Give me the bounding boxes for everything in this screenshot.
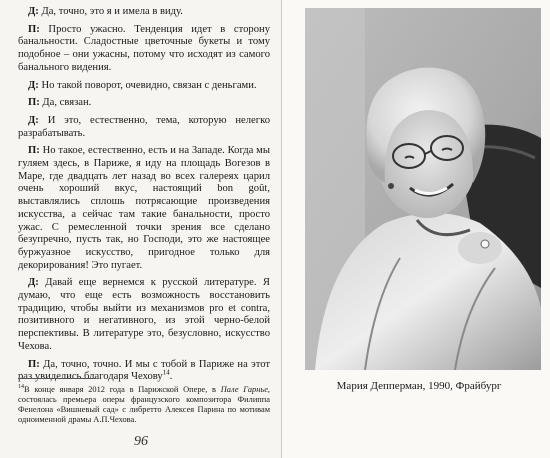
paragraph [18,97,270,110]
paragraph-text: И это, естественно, тема, которую нелегко разрабатывать. [18,114,270,139]
photo-caption: Мария Депперман, 1990, Фрайбург [336,380,502,392]
paragraph [18,6,270,19]
speaker-label: П: [28,23,40,35]
paragraph-text: Да, связан. [39,97,92,109]
paragraph-text: Да, точно, точно. И мы с тобой в Париже на этот раз увиделись благодаря Чехову [18,358,270,383]
speaker-label: П: [28,358,40,370]
footnote-text-a: В конце января 2012 года в Парижской Опере, в [24,384,221,394]
speaker-label: П: [28,145,40,157]
paragraph [18,277,270,353]
paragraph-text: Да, точно, это я и имела в виду. [38,6,183,17]
footnote-marker: 14 [162,368,170,377]
speaker-label: Д: [28,6,39,17]
paragraph-text: Давай еще вернемся к русской литературе. Я думаю, что еще есть возможность восстановить традицию, чтобы выйти из механизмов pro et contra, позитивного и негативного, из этой черно-белой перспективы. В литературе это, безусловно, искусство Чехова. [18,277,270,352]
paragraph [18,359,270,384]
footnote-text-italic: Пале Гарнье [220,384,268,394]
paragraph-tail: . [169,371,173,383]
speaker-label: Д: [28,114,39,126]
speaker-label: Д: [28,79,39,91]
footnote-divider [18,378,96,379]
speaker-label: Д: [28,277,39,289]
footnote [18,382,270,426]
portrait-illustration [305,8,541,370]
interview-text [18,6,270,389]
paragraph [18,24,270,75]
paragraph [18,145,270,272]
speaker-label: П: [28,97,40,109]
paragraph [18,115,270,140]
portrait-photo [305,8,541,370]
paragraph-text: Но такое, естественно, есть и на Западе. Когда мы гуляем здесь, в Париже, я иду на площадь Вогезов в Маре, где двадцать лет назад во всех галереях царил очень хороший вкус, настоящий bon goût, выставлялись сплошь потрясающие произведения искусства, а сейчас там такие банальности, просто ужас. С ремесленной точки зрения все сделано безупречно, пусть так, но Господи, это же настоящее буржуазное искусство, пригодное только для декорирования! Это пугает. [18,145,270,271]
footnote-text-b: , состоялась премьера оперы французского композитора Филиппа Фенелона «Вишневый сад» с либретто Алексея Парина по мотивам одноименной драмы А.П.Чехова. [18,384,270,425]
page-number: 96 [134,434,148,449]
paragraph-text: Просто ужасно. Тенденция идет в сторону банальности. Сладостные цветочные букеты и тому подобное – они ужасны, потому что исходят из самого банального видения. [18,23,270,73]
paragraph [18,80,270,93]
footnote-number: 14 [18,384,24,390]
paragraph-text: Но такой поворот, очевидно, связан с деньгами. [38,79,257,91]
